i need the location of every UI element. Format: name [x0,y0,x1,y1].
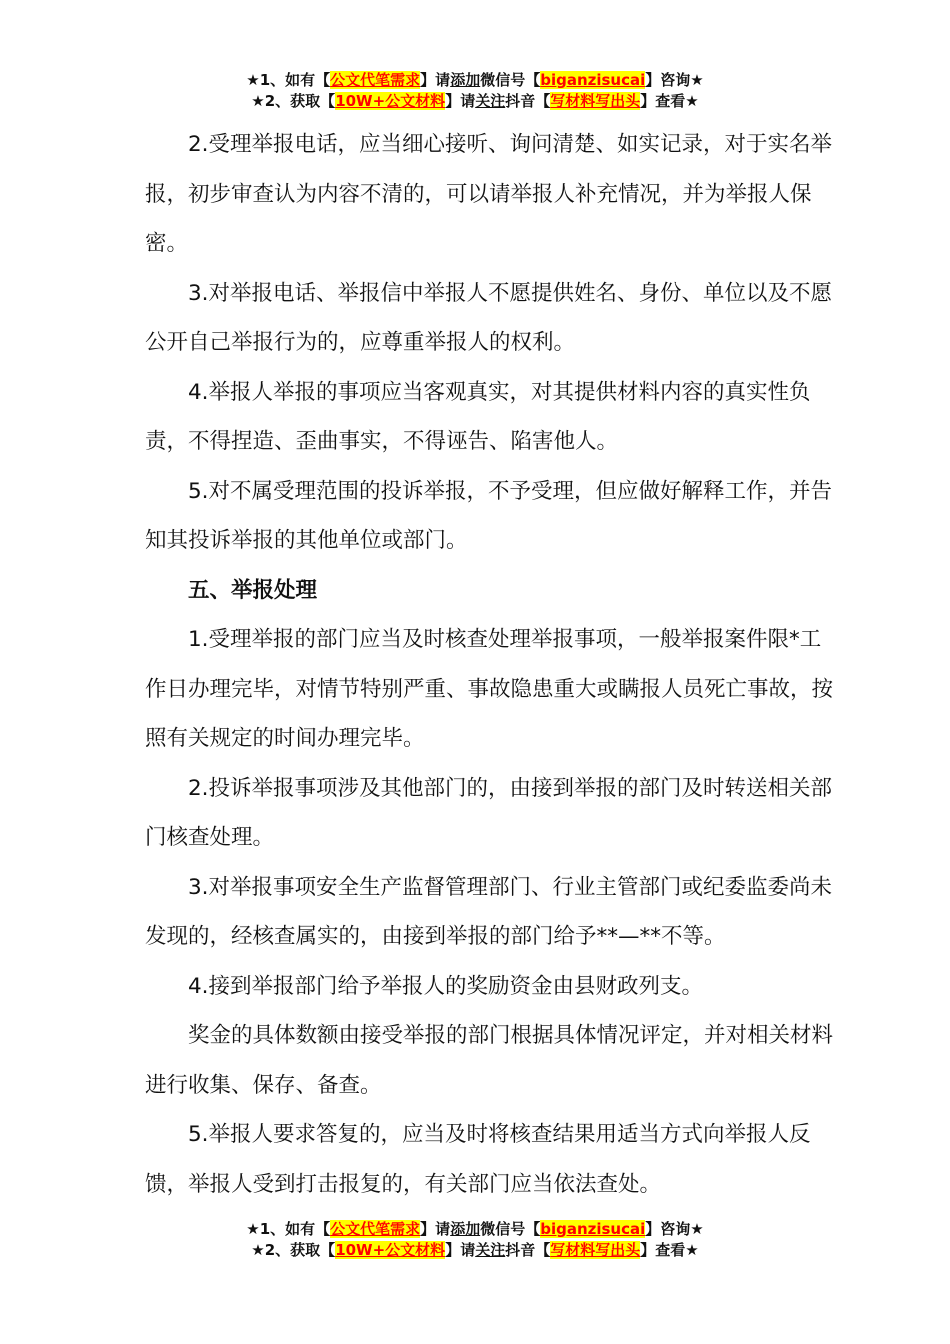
banner-underline: 关注 [475,92,506,110]
banner-underline: 关注 [475,1241,506,1259]
banner-text: 】请 [420,1220,451,1238]
banner-text: 】请 [445,92,476,110]
banner-text: 抖音【 [505,92,551,110]
banner-douyin-id: 写材料写出头 [550,1241,641,1259]
section-heading: 五、举报处理 [188,577,318,603]
banner-wechat-id: biganzisucai [540,1220,646,1238]
banner-text: ★2、获取【 [251,92,336,110]
banner-highlight: 10W+公文材料 [335,1241,446,1259]
paragraph: 3.对举报事项安全生产监督管理部门、行业主管部门或纪委监委尚未发现的，经核查属实的，由接到举报的部门给予**—**不等。 [145,874,833,949]
paragraph: 5.对不属受理范围的投诉举报，不予受理，但应做好解释工作，并告知其投诉举报的其他单位或部门。 [145,478,833,553]
banner-text: 】查看★ [640,1241,699,1259]
banner-underline: 添加 [450,1220,481,1238]
banner-text: 微信号【 [480,71,541,89]
banner-text: 】请 [420,71,451,89]
banner-text: ★1、如有【 [246,1220,331,1238]
banner-line-2 [0,91,950,112]
banner-underline: 添加 [450,71,481,89]
banner-text: ★1、如有【 [246,71,331,89]
banner-line-1 [0,70,950,91]
paragraph: 4.举报人举报的事项应当客观真实，对其提供材料内容的真实性负责，不得捏造、歪曲事实，不得诬告、陷害他人。 [145,379,811,454]
banner-text: 】查看★ [640,92,699,110]
paragraph: 奖金的具体数额由接受举报的部门根据具体情况评定，并对相关材料进行收集、保存、备查。 [145,1023,834,1098]
banner-line-1 [0,1219,950,1240]
paragraph: 2.投诉举报事项涉及其他部门的，由接到举报的部门及时转送相关部门核查处理。 [145,775,833,850]
document-body [145,120,835,1209]
paragraph: 1.受理举报的部门应当及时核查处理举报事项，一般举报案件限*工作日办理完毕，对情节特别严重、事故隐患重大或瞒报人员死亡事故，按照有关规定的时间办理完毕。 [145,627,834,751]
banner-text: 】咨询★ [645,1220,704,1238]
paragraph: 3.对举报电话、举报信中举报人不愿提供姓名、身份、单位以及不愿公开自己举报行为的，应尊重举报人的权利。 [145,280,833,355]
banner-douyin-id: 写材料写出头 [550,92,641,110]
banner-line-2 [0,1240,950,1261]
banner-text: ★2、获取【 [251,1241,336,1259]
paragraph: 2.受理举报电话，应当细心接听、询问清楚、如实记录，对于实名举报，初步审查认为内容不清的，可以请举报人补充情况，并为举报人保密。 [145,132,833,256]
banner-text: 抖音【 [505,1241,551,1259]
paragraph: 4.接到举报部门给予举报人的奖励资金由县财政列支。 [188,973,704,999]
banner-text: 】咨询★ [645,71,704,89]
banner-text: 】请 [445,1241,476,1259]
footer-banner [0,1219,950,1261]
banner-highlight: 10W+公文材料 [335,92,446,110]
banner-highlight: 公文代笔需求 [330,1220,421,1238]
banner-wechat-id: biganzisucai [540,71,646,89]
paragraph: 5.举报人要求答复的，应当及时将核查结果用适当方式向举报人反馈，举报人受到打击报复的，有关部门应当依法查处。 [145,1122,811,1197]
banner-highlight: 公文代笔需求 [330,71,421,89]
banner-text: 微信号【 [480,1220,541,1238]
header-banner [0,70,950,112]
